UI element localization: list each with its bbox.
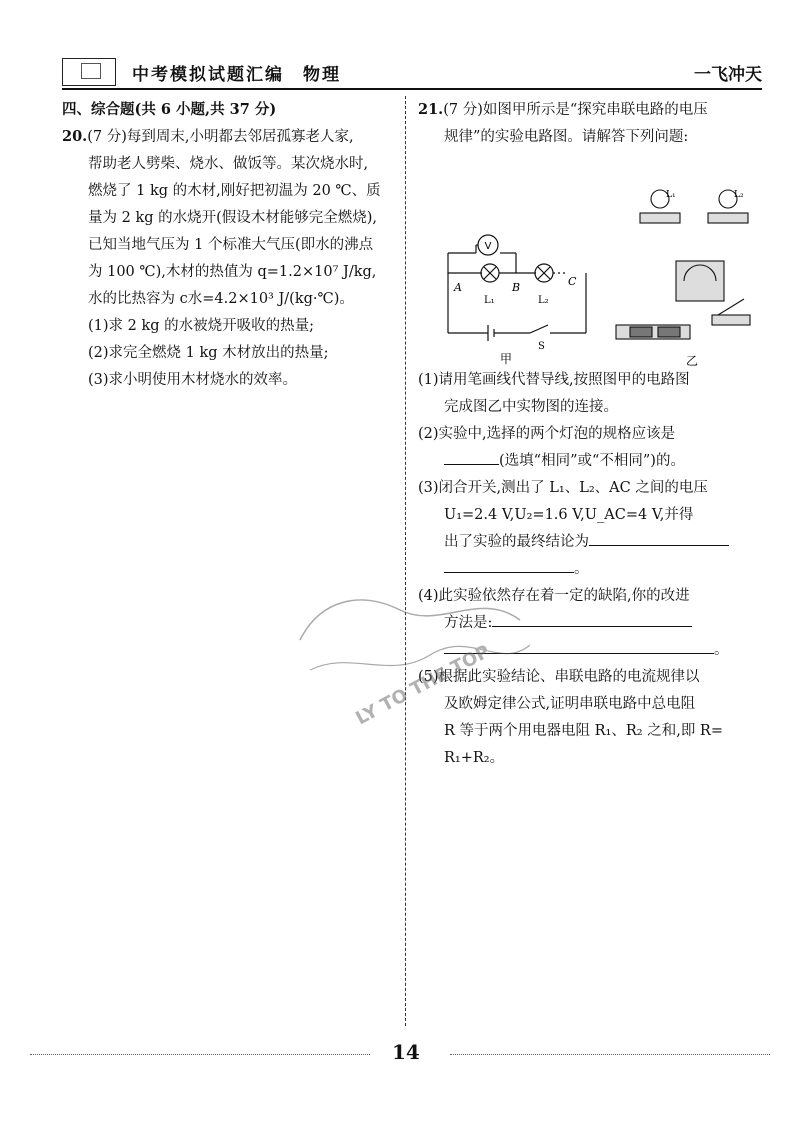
q20-line-4: 量为 2 kg 的水烧开(假设木材能够完全燃烧),	[88, 210, 378, 226]
lamp-holder-1-icon	[640, 213, 680, 223]
q21-part-5b: 及欧姆定律公式,证明串联电路中总电阻	[444, 696, 696, 712]
q21-part-2a: (2)实验中,选择的两个灯泡的规格应该是	[418, 426, 676, 442]
q20-part-1: (1)求 2 kg 的水被烧开吸收的热量;	[88, 318, 315, 334]
yi-l1-label: L₁	[666, 190, 676, 200]
footer-line-right	[450, 1054, 770, 1055]
lamp-l2-label: L₂	[538, 295, 549, 306]
lamp-holder-2-icon	[708, 213, 748, 223]
q21-part-4b: 方法是:	[418, 610, 763, 637]
q20-line-6: 为 100 ℃),木材的热值为 q=1.2×10⁷ J/kg,	[88, 264, 377, 280]
switch-device-icon	[712, 315, 750, 325]
q21-part-3a: (3)闭合开关,测出了 L₁、L₂、AC 之间的电压	[418, 480, 708, 496]
q21-line-1: 21.(7 分)如图甲所示是“探究串联电路的电压	[418, 101, 708, 118]
answer-blank-3a[interactable]	[589, 531, 729, 546]
switch-label: S	[538, 341, 545, 352]
q20-part-3: (3)求小明使用木材烧水的效率。	[88, 372, 298, 388]
circuit-diagram	[418, 153, 763, 368]
q21-part-4c: 。	[418, 637, 763, 664]
header-rule	[62, 88, 762, 90]
q20-number: 20.	[62, 128, 88, 145]
answer-blank-2[interactable]	[444, 450, 499, 465]
q21-part-3c: 出了实验的最终结论为	[418, 529, 763, 556]
footer-line-left	[30, 1054, 370, 1055]
page-number: 14	[392, 1040, 420, 1064]
q20-part-2: (2)求完全燃烧 1 kg 木材放出的热量;	[88, 345, 329, 361]
yi-l2-label: L₂	[734, 190, 744, 200]
q20-line-5: 已知当地气压为 1 个标准大气压(即水的沸点	[88, 237, 374, 253]
q21-part-5a: (5)根据此实验结论、串联电路的电流规律以	[418, 669, 700, 685]
q20-line-2: 帮助老人劈柴、烧水、做饭等。某次烧水时,	[88, 156, 369, 172]
circuit-figure	[418, 153, 763, 368]
label-jia: 甲	[500, 352, 513, 366]
voltmeter-device-icon	[676, 261, 724, 301]
section-title: 四、综合题(共 6 小题,共 37 分)	[62, 101, 277, 118]
q20-line-1: 20.(7 分)每到周末,小明都去邻居孤寡老人家,	[62, 128, 354, 145]
q21-part-3d: 。	[418, 556, 763, 583]
brand-name: 一飞冲天	[694, 65, 762, 85]
node-a: A	[454, 281, 462, 294]
q21-part-1b: 完成图乙中实物图的连接。	[444, 399, 618, 415]
q20-line-7: 水的比热容为 c水=4.2×10³ J/(kg·℃)。	[88, 291, 354, 307]
page-header	[62, 58, 762, 86]
watermark-stamp	[280, 560, 540, 730]
q21-part-3b: U₁=2.4 V,U₂=1.6 V,U_AC=4 V,并得	[444, 507, 694, 523]
q21-part-5d: R₁+R₂。	[444, 750, 505, 766]
watermark-text: LY TO THE TOP	[352, 641, 494, 730]
left-column	[62, 96, 392, 394]
q21-part-5c: R 等于两个用电器电阻 R₁、R₂ 之和,即 R=	[444, 723, 723, 739]
book-logo-icon	[62, 58, 116, 86]
q21-part-4a: (4)此实验依然存在着一定的缺陷,你的改进	[418, 588, 690, 604]
components-yi	[616, 190, 750, 339]
q21-number: 21.	[418, 101, 444, 118]
label-yi: 乙	[686, 354, 699, 368]
node-b: B	[512, 281, 521, 294]
q21-part-2b: (选填“相同”或“不相同”)的。	[418, 448, 763, 475]
q20-line-3: 燃烧了 1 kg 的木材,刚好把初温为 20 ℃、质	[88, 183, 381, 199]
q21-part-1a: (1)请用笔画线代替导线,按照图甲的电路图	[418, 372, 690, 388]
node-c: C	[568, 275, 577, 288]
q21-line-2: 规律”的实验电路图。请解答下列问题:	[444, 129, 689, 145]
book-title: 中考模拟试题汇编 物理	[132, 65, 341, 85]
page-footer	[30, 1040, 770, 1070]
lamp-l1-label: L₁	[484, 295, 495, 306]
voltmeter-label: V	[484, 241, 492, 252]
